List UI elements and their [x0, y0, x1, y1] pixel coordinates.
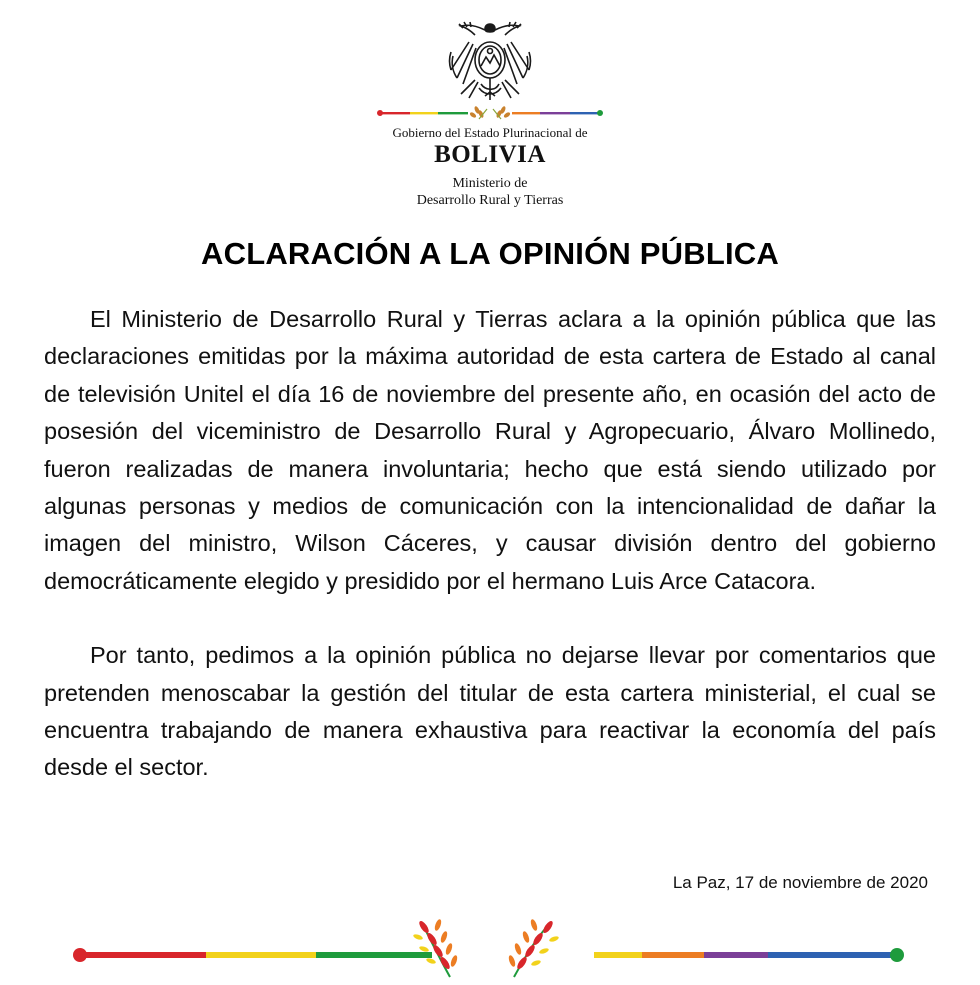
paragraph-1: El Ministerio de Desarrollo Rural y Tierras aclara a la opinión pública que las declaraciones emitidas por la máxima autoridad de esta cartera de Estado al canal de televisión Unitel el día 16 de noviembre del presente año, en ocasión del acto de posesión del viceministro de Desarrollo Rural y Agropecuario, Álvaro Mollinedo, fueron realizadas de manera involuntaria; hecho que está siendo utilizado por algunas personas y medios de comunicación con la intencionalidad de dañar la imagen del ministro, Wilson Cáceres, y causar división dentro del gobierno democráticamente elegido y presidido por el hermano Luis Arce Catacora.	[44, 306, 936, 594]
footer-color-stripe	[0, 905, 980, 980]
government-line: Gobierno del Estado Plurinacional de	[392, 125, 588, 140]
country-name: BOLIVIA	[434, 141, 546, 168]
header-color-stripe	[377, 106, 603, 120]
document-title: ACLARACIÓN A LA OPINIÓN PÚBLICA	[201, 236, 779, 271]
statement-body	[44, 301, 936, 787]
coat-of-arms-emblem	[445, 18, 535, 104]
ministry-name	[0, 175, 980, 209]
dateline: La Paz, 17 de noviembre de 2020	[672, 873, 928, 892]
paragraph-2: Por tanto, pedimos a la opinión pública no dejarse llevar por comentarios que pretenden menoscabar la gestión del titular de esta cartera ministerial, el cual se encuentra trabajando de manera exhaustiva para reactivar la economía del país desde el sector.	[44, 642, 936, 781]
ministry-line-2: Desarrollo Rural y Tierras	[416, 193, 564, 208]
ministry-line-1: Ministerio de	[452, 176, 528, 191]
letterhead	[0, 18, 980, 209]
